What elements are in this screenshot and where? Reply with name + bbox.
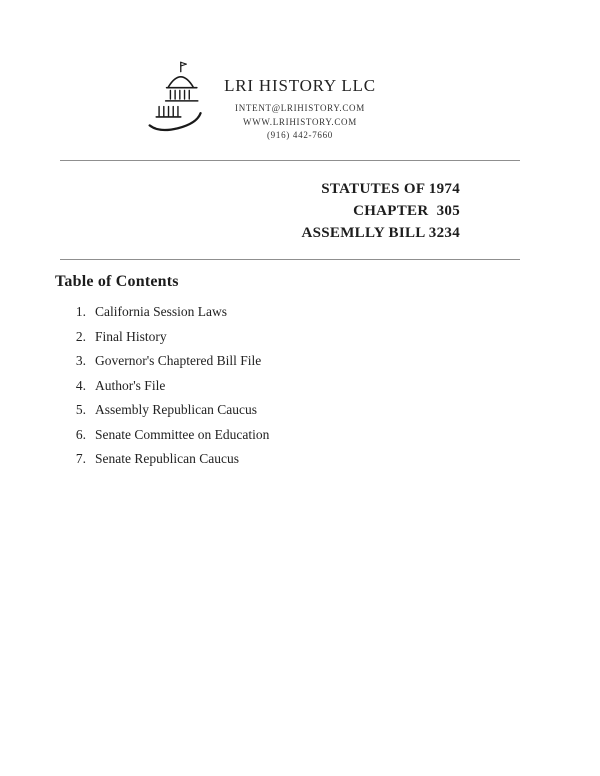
toc-item-number: 4. (75, 377, 86, 393)
toc-item-number: 2. (75, 328, 86, 344)
toc-item (68, 329, 269, 346)
toc-item-label: Senate Republican Caucus (95, 451, 239, 466)
toc-item-label: Final History (95, 328, 167, 344)
company-phone: (916) 442-7660 (266, 130, 334, 140)
toc-item (68, 427, 269, 444)
horizontal-rule-bottom (60, 259, 520, 260)
statutes-line: STATUTES OF 1974 (321, 181, 460, 197)
toc-item-label: Author's File (95, 377, 166, 393)
toc-item (68, 378, 269, 395)
toc-list (68, 304, 269, 476)
toc-item-number: 6. (75, 426, 86, 442)
assembly-bill-line: ASSEMLLY BILL 3234 (301, 225, 460, 241)
company-website: WWW.LRIHISTORY.COM (243, 116, 357, 127)
letterhead (195, 76, 405, 143)
statutes-title-block (301, 178, 460, 244)
toc-heading: Table of Contents (55, 273, 179, 290)
toc-item (68, 304, 269, 321)
company-email: INTENT@LRIHISTORY.COM (235, 103, 365, 113)
toc-item-label: Assembly Republican Caucus (95, 402, 257, 417)
chapter-line: CHAPTER 305 (353, 203, 460, 219)
toc-item-number: 7. (75, 451, 86, 466)
horizontal-rule-top (60, 160, 520, 161)
toc-item-label: California Session Laws (95, 304, 227, 319)
toc-item-number: 1. (75, 304, 86, 319)
toc-item (68, 353, 269, 370)
company-name: LRI HISTORY LLC (224, 76, 376, 95)
toc-item-label: Senate Committee on Education (95, 426, 270, 442)
toc-item-label: Governor's Chaptered Bill File (95, 353, 262, 368)
toc-item-number: 5. (75, 402, 86, 417)
toc-item (68, 451, 269, 468)
toc-item-number: 3. (75, 353, 86, 368)
toc-item (68, 402, 269, 419)
